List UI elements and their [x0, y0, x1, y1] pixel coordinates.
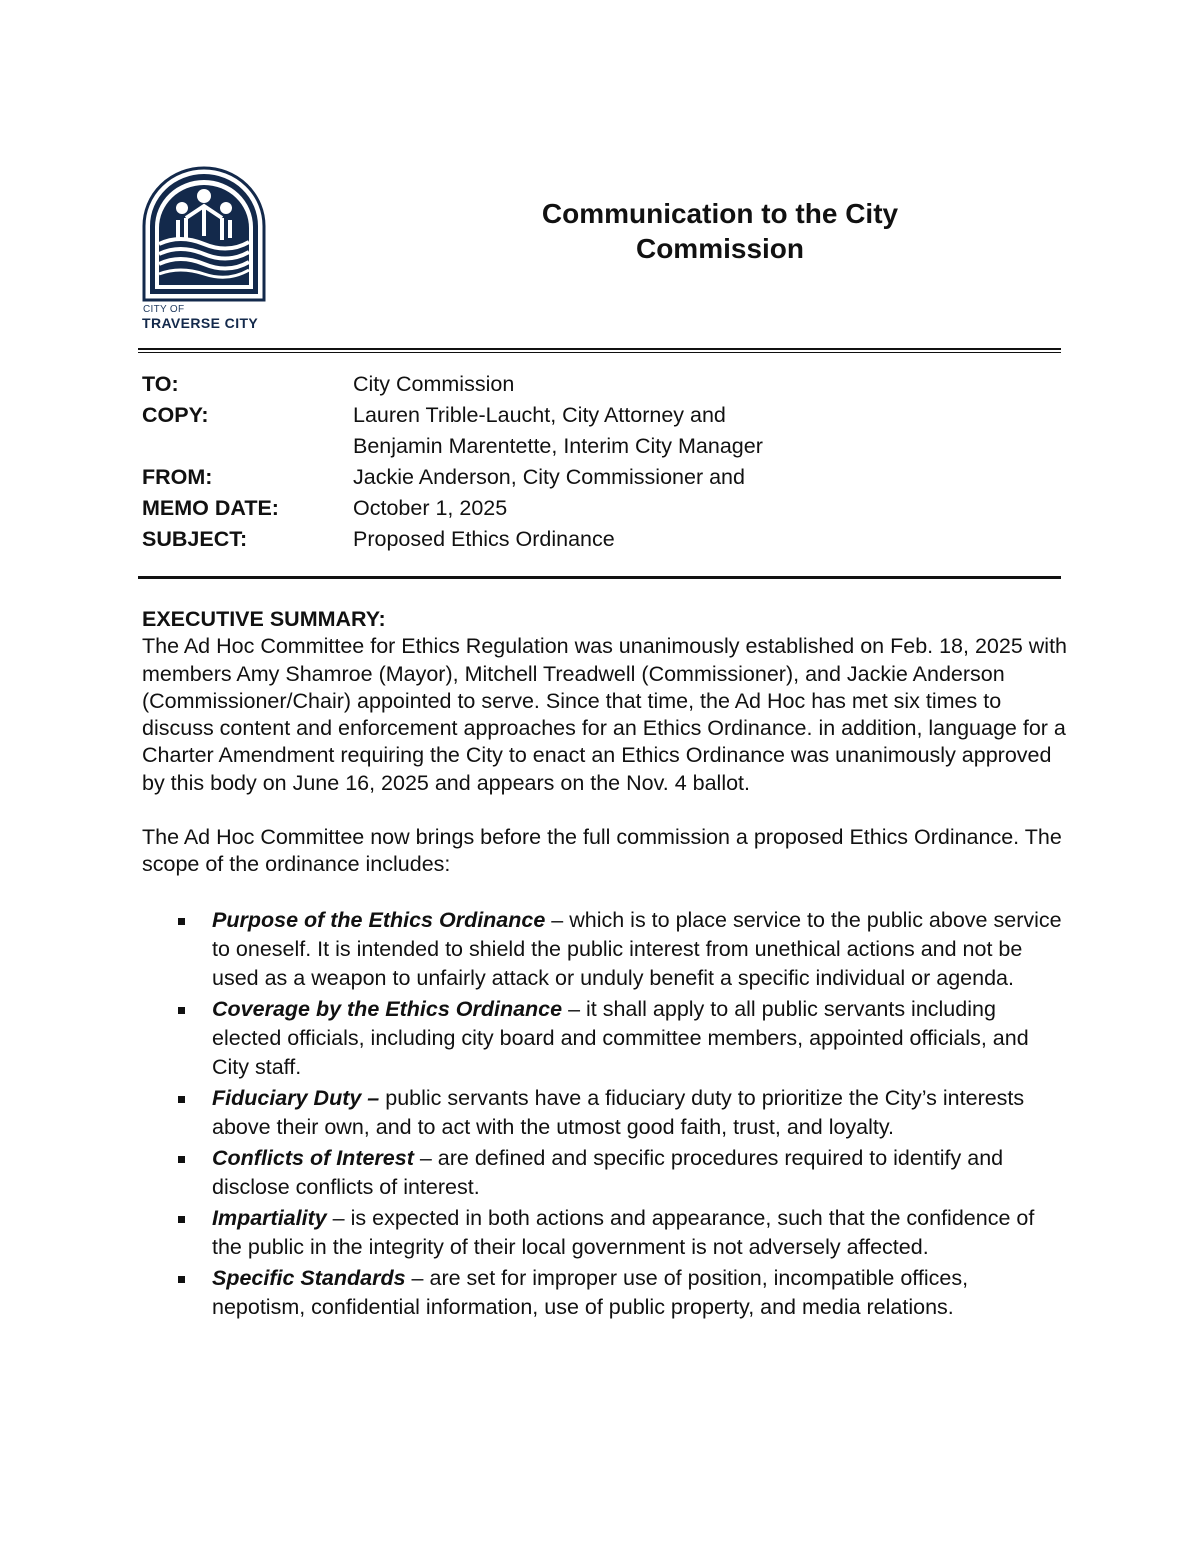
square-bullet-icon — [178, 1096, 185, 1103]
bullet-term: Purpose of the Ethics Ordinance — [212, 907, 546, 932]
logo-city-of: CITY OF — [143, 304, 185, 315]
memo-value: Proposed Ethics Ordinance — [353, 527, 615, 551]
memo-value: Lauren Trible-Laucht, City Attorney and — [353, 403, 726, 427]
memo-value: Benjamin Marentette, Interim City Manager — [353, 434, 763, 458]
bullet-text: – is expected in both actions and appearance, such that the confidence of the public in the integrity of their local government is not adversely affected. — [212, 1205, 1035, 1259]
memo-row-date — [142, 493, 1053, 524]
list-item — [142, 906, 1067, 993]
list-item — [142, 995, 1067, 1082]
bullet-term: Impartiality — [212, 1205, 327, 1230]
summary-paragraph-2: The Ad Hoc Committee now brings before the full commission a proposed Ethics Ordinance. The scope of the ordinance includes: — [142, 825, 1062, 877]
executive-summary-section — [142, 606, 1067, 1324]
title-line-2: Commission — [635, 233, 805, 264]
memo-label — [142, 431, 353, 462]
bullet-term: Conflicts of Interest — [212, 1145, 414, 1170]
memo-row-subject — [142, 524, 1053, 555]
bullet-text: – it shall apply to all public servants including elected officials, including city board and committee members, appointed officials, and City staff. — [212, 996, 1029, 1079]
memo-label: TO: — [142, 372, 179, 396]
bullet-text: – are defined and specific procedures required to identify and disclose conflicts of interest. — [212, 1145, 1004, 1199]
bullet-term: Fiduciary Duty – — [212, 1085, 380, 1110]
memo-label: FROM: — [142, 465, 213, 489]
summary-paragraph-1: The Ad Hoc Committee for Ethics Regulation was unanimously established on Feb. 18, 2025 with members Amy Shamroe (Mayor), Mitchell Treadwell (Commissioner), and Jackie Anderson (Commissioner/Chair) appointed to serve. Since that time, the Ad Hoc has met six times to discuss content and enforcement approaches for an Ethics Ordinance. in addition, language for a Charter Amendment requiring the City to enact an Ethics Ordinance was unanimously approved by this body on June 16, 2025 and appears on the Nov. 4 ballot. — [142, 634, 1067, 795]
list-item — [142, 1084, 1067, 1142]
list-item — [142, 1204, 1067, 1262]
section-heading: EXECUTIVE SUMMARY: — [142, 607, 386, 631]
square-bullet-icon — [178, 1156, 185, 1163]
logo-city-name: TRAVERSE CITY — [142, 315, 259, 331]
square-bullet-icon — [178, 1216, 185, 1223]
memo-row-to — [142, 369, 1053, 400]
list-item — [142, 1264, 1067, 1322]
bullet-term: Specific Standards — [212, 1265, 406, 1290]
page-title — [470, 196, 970, 266]
bullet-text: – are set for improper use of position, incompatible offices, nepotism, confidential information, use of public property, and media relations. — [212, 1265, 969, 1319]
header-divider — [138, 348, 1061, 353]
memo-row-from — [142, 462, 1053, 493]
bullet-text: public servants have a fiduciary duty to prioritize the City’s interests above their own, and to act with the utmost good faith, trust, and loyalty. — [212, 1085, 1025, 1139]
title-line-1: Communication to the City — [541, 198, 899, 229]
memo-value: October 1, 2025 — [353, 496, 508, 520]
bullet-term: Coverage by the Ethics Ordinance — [212, 996, 563, 1021]
memo-value: Jackie Anderson, City Commissioner and — [353, 465, 745, 489]
memo-row-copy-cont — [142, 431, 1053, 462]
square-bullet-icon — [178, 918, 185, 925]
memo-row-copy — [142, 400, 1053, 431]
scope-list — [142, 906, 1067, 1322]
bullet-text: – which is to place service to the public above service to oneself. It is intended to shield the public interest from unethical actions and not be used as a weapon to unfairly attack or unduly benefit a specific individual or agenda. — [212, 907, 1062, 990]
square-bullet-icon — [178, 1276, 185, 1283]
memo-value: City Commission — [353, 372, 515, 396]
traverse-city-seal-icon — [142, 166, 266, 302]
square-bullet-icon — [178, 1007, 185, 1014]
memo-label: SUBJECT: — [142, 527, 248, 551]
memo-divider — [138, 576, 1061, 579]
memo-header — [142, 369, 1053, 555]
memo-label: MEMO DATE: — [142, 496, 279, 520]
list-item — [142, 1144, 1067, 1202]
memo-label: COPY: — [142, 403, 209, 427]
